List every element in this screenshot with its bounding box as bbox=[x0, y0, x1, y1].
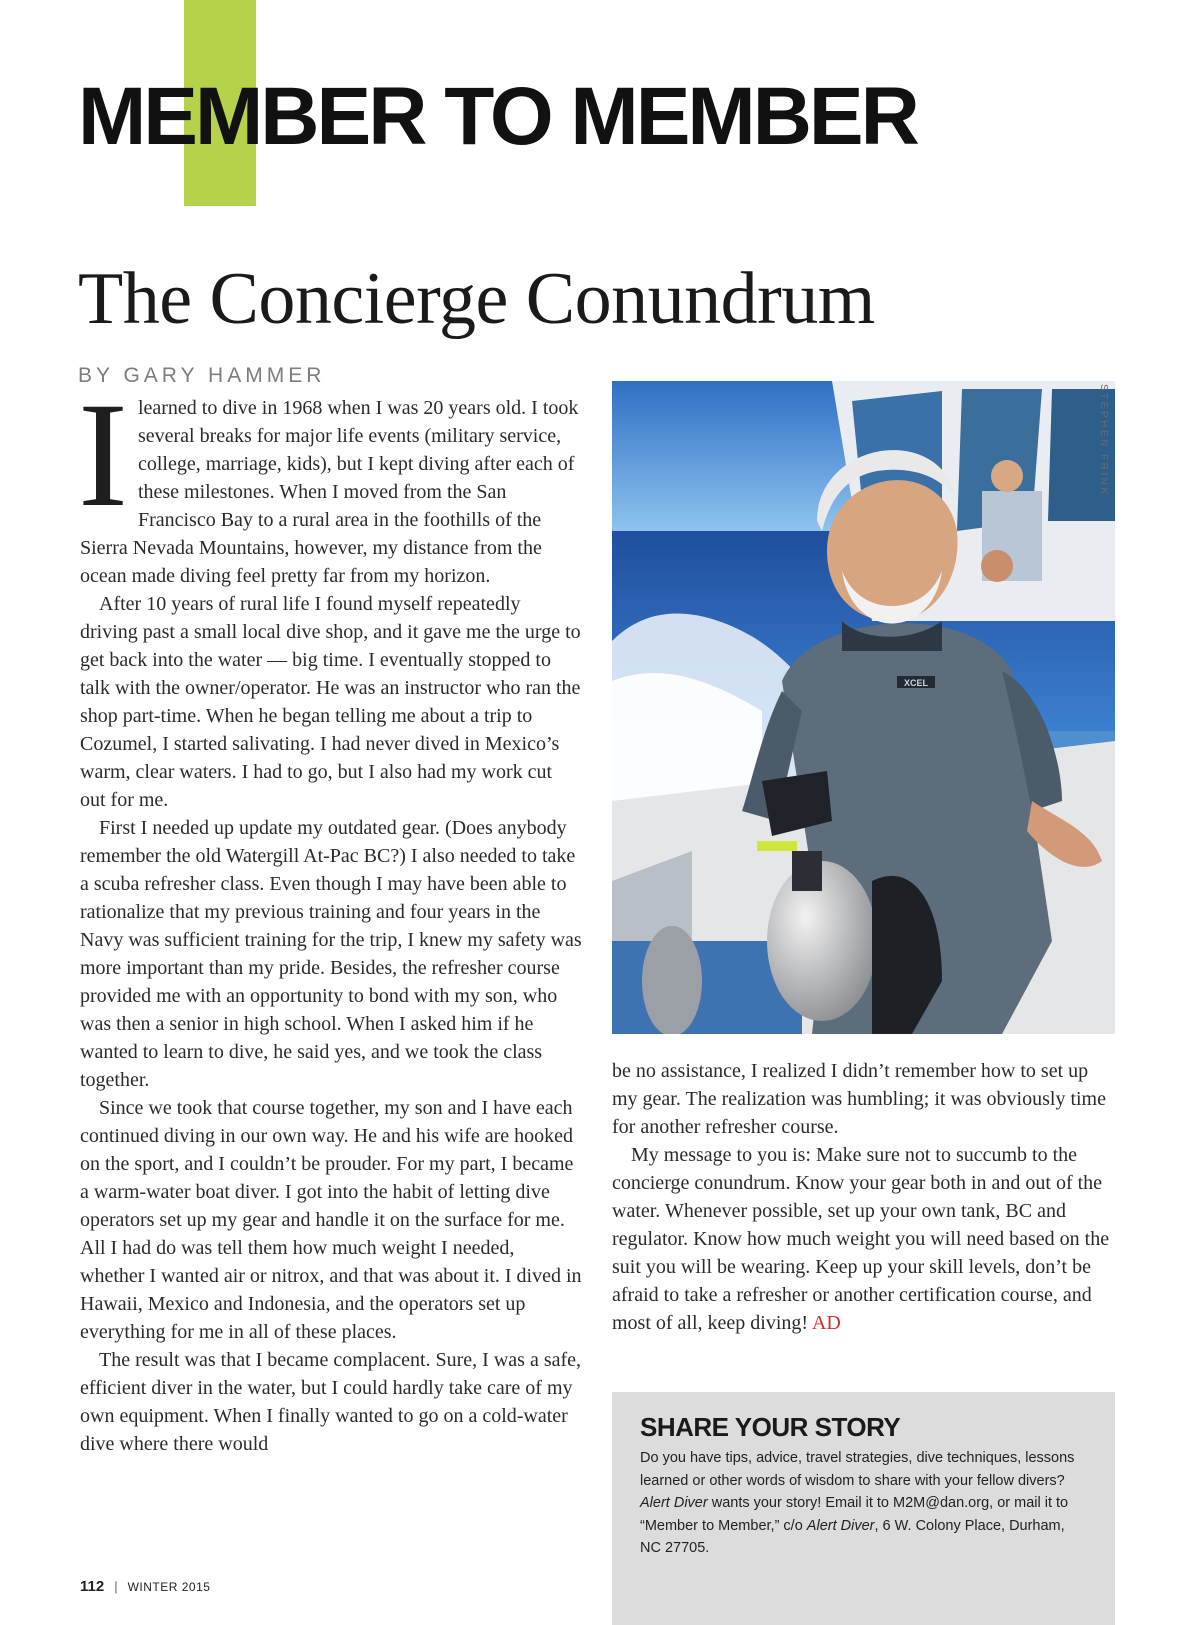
issue-label: WINTER 2015 bbox=[127, 1580, 211, 1594]
paragraph-text: My message to you is: Make sure not to succumb to the concierge conundrum. Know your gear both in and out of the water. Whenever possible, set up your own tank, BC and regulator. Know how much weight you will need based on the suit you will be wearing. Keep up your skill levels, don’t be afraid to take a refresher or another certification course, and most of all, keep diving! bbox=[612, 1144, 1110, 1334]
share-box-text bbox=[640, 1447, 1087, 1560]
publication-name: Alert Diver bbox=[640, 1495, 708, 1511]
drop-cap: I bbox=[78, 372, 128, 538]
article-paragraph bbox=[612, 1141, 1115, 1337]
photo-credit: STEPHEN FRINK bbox=[1098, 384, 1109, 497]
page-number: 112 bbox=[80, 1578, 105, 1595]
page-footer bbox=[80, 1578, 210, 1596]
section-header: MEMBER TO MEMBER bbox=[78, 71, 917, 162]
publication-name: Alert Diver bbox=[806, 1517, 875, 1534]
footer-separator: | bbox=[114, 1579, 118, 1594]
article-paragraph: After 10 years of rural life I found myself repeatedly driving past a small local dive shop, and it gave me the urge to get back into the water — big time. I eventually stopped to talk with the owner/operator. He was an instructor who ran the shop part-time. When he began telling me about a trip to Cozumel, I started salivating. I had never dived in Mexico’s warm, clear waters. I had to go, but I also had my work cut out for me. bbox=[80, 593, 581, 811]
article-paragraph: Since we took that course together, my son and I have each continued diving in our own way. He and his wife are hooked on the sport, and I couldn’t be prouder. For my part, I became a warm-water boat diver. I got into the habit of letting dive operators set up my gear and handle it on the surface for me. All I had do was tell them how much weight I needed, whether I wanted air or nitrox, and that was about it. I dived in Hawaii, Mexico and Indonesia, and the operators set up everything for me in all of these places. bbox=[80, 1097, 582, 1343]
share-text-part: Do you have tips, advice, travel strategies, dive techniques, lessons learned or other words of wisdom to share with your fellow divers? bbox=[640, 1450, 1075, 1489]
article-paragraph: be no assistance, I realized I didn’t remember how to set up my gear. The realization was humbling; it was obviously time for another refresher course. bbox=[612, 1060, 1106, 1138]
article-byline: BY GARY HAMMER bbox=[78, 364, 326, 387]
article-paragraph: The result was that I became complacent. Sure, I was a safe, efficient diver in the water, but I could hardly take care of my own equipment. When I finally wanted to go on a cold-water dive where there would bbox=[80, 1349, 582, 1455]
diver-photo bbox=[612, 381, 1115, 1034]
paragraph-text: learned to dive in 1968 when I was 20 years old. I took several breaks for major life events (military service, college, marriage, kids), but I kept diving after each of these milestones. When I moved from the San Francisco Bay to a rural area in the foothills of the Sierra Nevada Mountains, however, my distance from the ocean made diving feel pretty far from my horizon. bbox=[80, 397, 579, 587]
share-box-title: SHARE YOUR STORY bbox=[640, 1412, 901, 1442]
share-your-story-box bbox=[612, 1392, 1115, 1625]
article-title: The Concierge Conundrum bbox=[78, 258, 875, 340]
wetsuit-logo: XCEL bbox=[903, 678, 929, 688]
end-mark: AD bbox=[811, 1312, 841, 1334]
article-column-right bbox=[612, 1057, 1115, 1337]
diver-photo-illustration bbox=[612, 381, 1115, 1034]
share-text-part: , 6 W. Colony Place, Durham, NC 27705. bbox=[640, 1517, 1065, 1556]
share-text-part: wants your story! Email it to M2M@dan.org, or mail it to “Member to Member,” c/o bbox=[640, 1495, 1069, 1534]
article-paragraph: First I needed up update my outdated gear. (Does anybody remember the old Watergill At-Pac BC?) I also needed to take a scuba refresher class. Even though I may have been able to rationalize that my previous training and four years in the Navy was sufficient training for the trip, I knew my safety was more important than my pride. Besides, the refresher course provided me with an opportunity to bond with my son, who was then a senior in high school. When I asked him if he wanted to learn to dive, he said yes, and we took the class together. bbox=[80, 817, 582, 1091]
